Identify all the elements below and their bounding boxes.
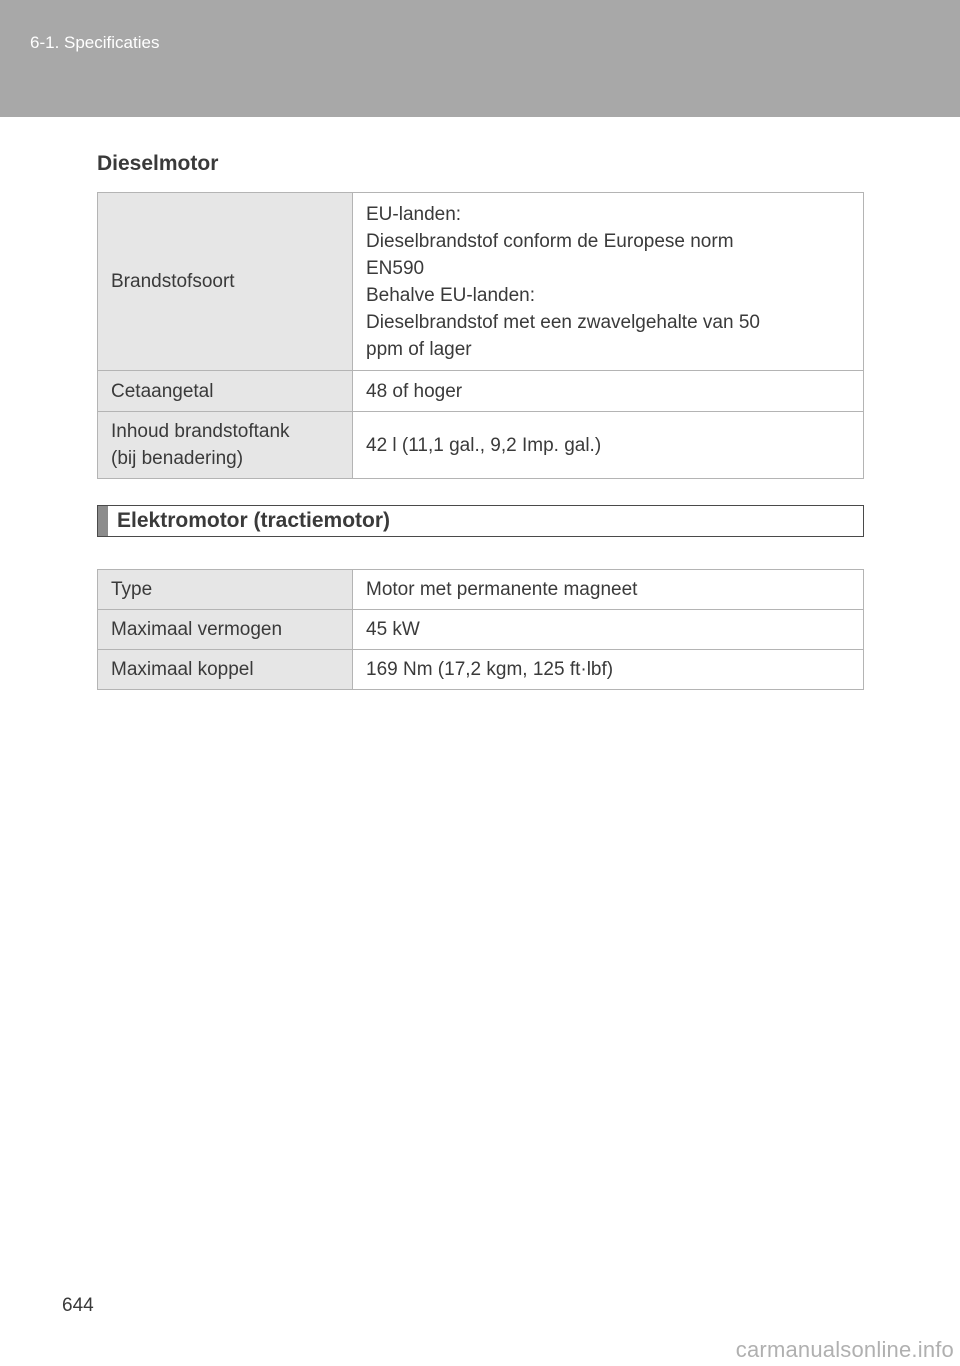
table-row	[98, 193, 864, 371]
spec-value	[353, 193, 864, 371]
heading-accent-bar	[98, 506, 108, 536]
label-line: Inhoud brandstoftank	[111, 421, 290, 442]
spec-value: 42 l (11,1 gal., 9,2 Imp. gal.)	[353, 412, 864, 479]
spec-label: Maximaal koppel	[98, 650, 353, 690]
value-line: Dieselbrandstof met een zwavelgehalte van 50	[366, 311, 760, 333]
watermark: carmanualsonline.info	[735, 1337, 954, 1362]
elektromotor-spec-table	[97, 569, 864, 690]
section-heading-elektromotor	[97, 505, 864, 537]
section-heading-text: Elektromotor (tractiemotor)	[117, 509, 391, 532]
spec-value: 48 of hoger	[353, 371, 864, 412]
spec-label: Brandstofsoort	[98, 193, 353, 371]
page-number: 644	[62, 1295, 94, 1316]
spec-value: Motor met permanente magneet	[353, 570, 864, 610]
section-title-dieselmotor: Dieselmotor	[97, 152, 219, 175]
table-row	[98, 610, 864, 650]
value-line: Behalve EU-landen:	[366, 284, 535, 306]
spec-label	[98, 412, 353, 479]
table-row	[98, 650, 864, 690]
chapter-title: 6-1. Specificaties	[30, 33, 160, 52]
spec-label: Cetaangetal	[98, 371, 353, 412]
value-line: EU-landen:	[366, 203, 462, 225]
spec-value: 169 Nm (17,2 kgm, 125 ft·lbf)	[353, 650, 864, 690]
dieselmotor-spec-table	[97, 192, 864, 479]
table-row	[98, 371, 864, 412]
value-line: Dieselbrandstof conform de Europese norm	[366, 230, 734, 252]
page-header	[0, 0, 960, 117]
spec-value: 45 kW	[353, 610, 864, 650]
table-row	[98, 570, 864, 610]
value-line: EN590	[366, 257, 425, 279]
value-line: ppm of lager	[366, 338, 472, 360]
spec-label: Type	[98, 570, 353, 610]
spec-label: Maximaal vermogen	[98, 610, 353, 650]
label-line: (bij benadering)	[111, 448, 244, 469]
table-row	[98, 412, 864, 479]
